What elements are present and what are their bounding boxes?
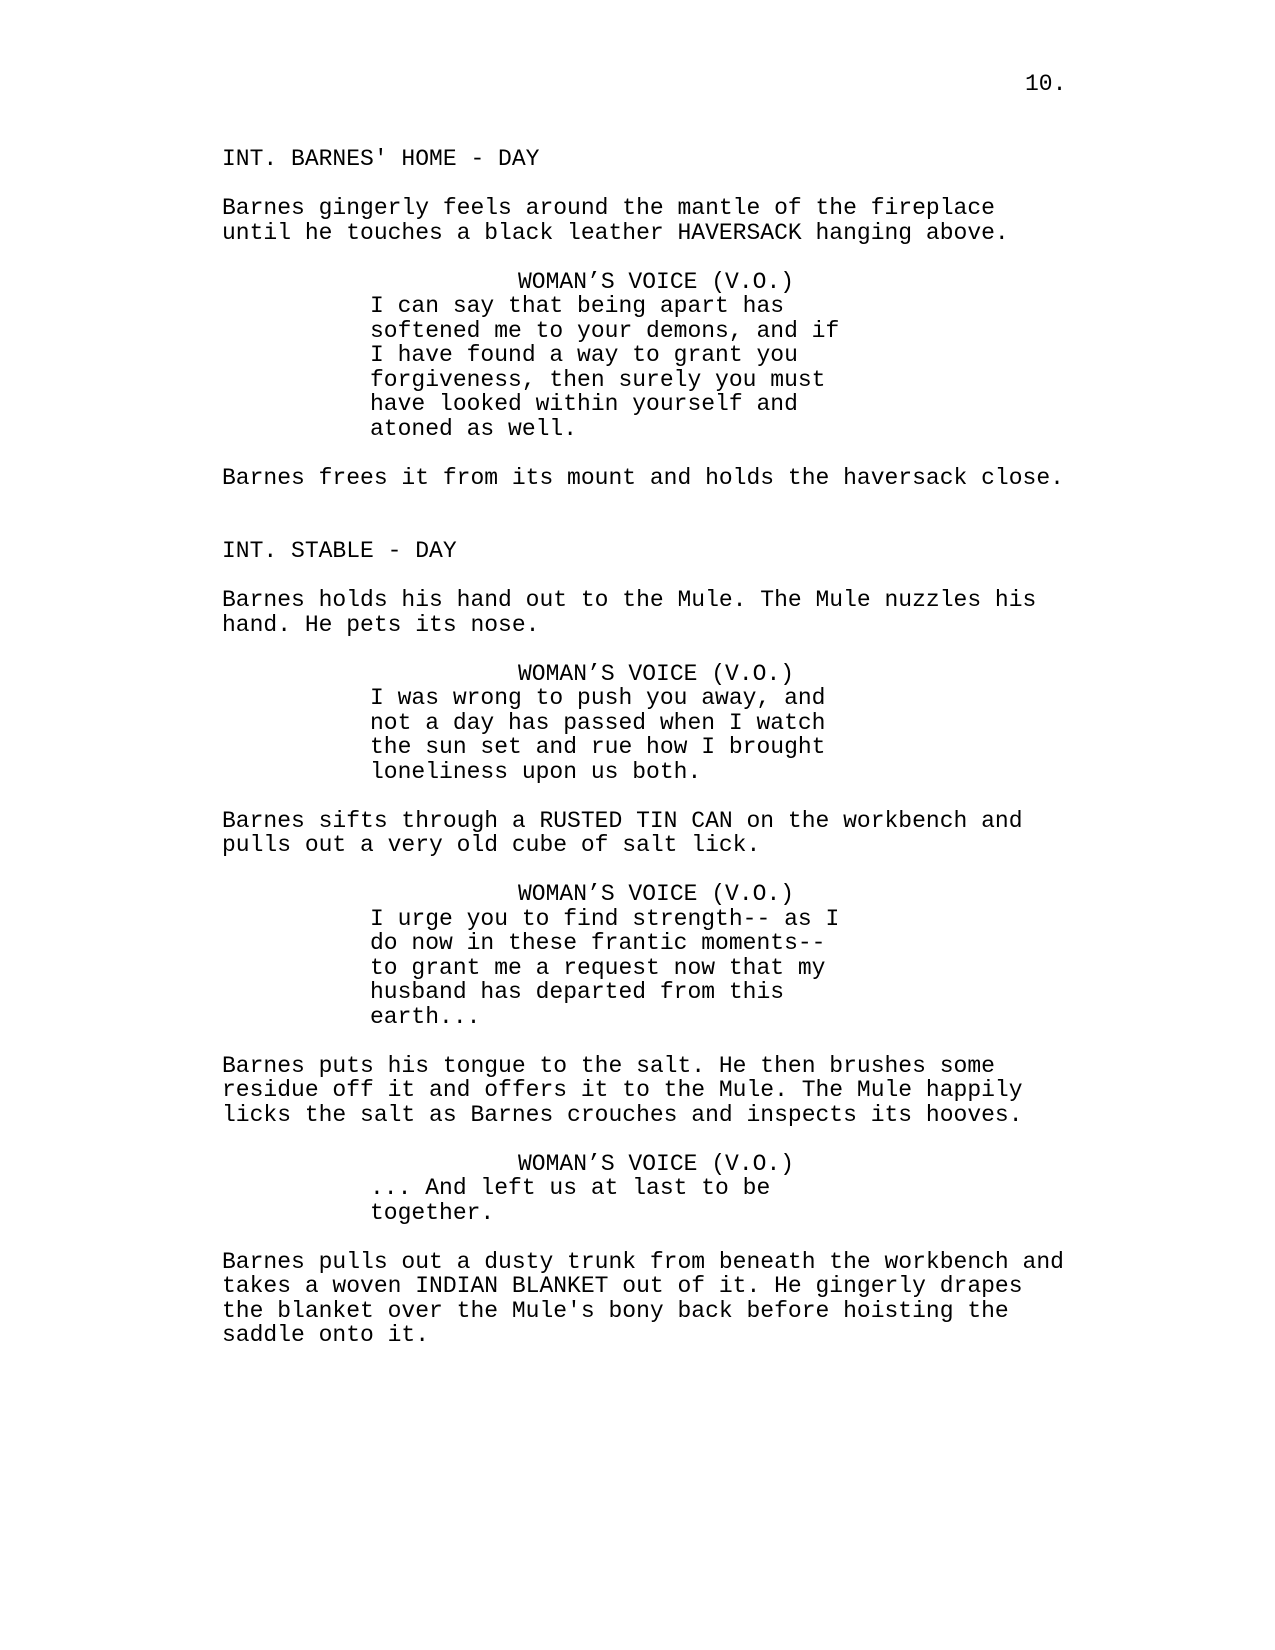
dialogue-block-line: husband has departed from this xyxy=(370,979,785,1005)
blank-line xyxy=(222,564,1122,589)
dialogue-block-line: to grant me a request now that my xyxy=(370,954,826,981)
action-paragraph xyxy=(222,1054,1122,1128)
character-cue-line: WOMAN’S VOICE (V.O.) xyxy=(518,881,795,907)
character-cue xyxy=(518,882,1122,907)
action-paragraph-line: Barnes frees it from its mount and holds the haversack close. xyxy=(222,464,1064,491)
dialogue-block-line: I have found a way to grant you xyxy=(370,342,798,368)
dialogue-block-line: not a day has passed when I watch xyxy=(370,709,826,736)
action-paragraph xyxy=(222,809,1122,858)
blank-line xyxy=(222,441,1122,466)
action-paragraph-line: pulls out a very old cube of salt lick. xyxy=(222,832,761,858)
page-number: 10. xyxy=(1025,71,1067,97)
blank-line xyxy=(222,172,1122,197)
dialogue-block-line: together. xyxy=(370,1199,495,1226)
action-paragraph xyxy=(222,1250,1122,1348)
action-paragraph-line: saddle onto it. xyxy=(222,1322,430,1348)
dialogue-block-line: earth... xyxy=(370,1003,481,1030)
blank-line xyxy=(222,784,1122,809)
action-paragraph-line: Barnes holds his hand out to the Mule. The Mule nuzzles his xyxy=(222,587,1037,613)
blank-line xyxy=(222,245,1122,270)
action-paragraph-line: the blanket over the Mule's bony back before hoisting the xyxy=(222,1297,1009,1324)
character-cue xyxy=(518,1152,1122,1177)
blank-line xyxy=(222,490,1122,515)
action-paragraph xyxy=(222,588,1122,637)
blank-line xyxy=(222,1225,1122,1250)
dialogue-block-line: ... And left us at last to be xyxy=(370,1175,771,1201)
scene-heading xyxy=(222,539,1122,564)
scene-heading-line: INT. BARNES' HOME - DAY xyxy=(222,146,540,172)
action-paragraph-line: until he touches a black leather HAVERSACK hanging above. xyxy=(222,219,1009,246)
scene-heading-line: INT. STABLE - DAY xyxy=(222,538,457,564)
dialogue-block-line: do now in these frantic moments-- xyxy=(370,930,826,956)
scene-heading xyxy=(222,147,1122,172)
dialogue-block xyxy=(370,686,1122,784)
script-content xyxy=(222,147,1122,1348)
action-paragraph-line: residue off it and offers it to the Mule. The Mule happily xyxy=(222,1077,1023,1103)
dialogue-block xyxy=(370,294,1122,441)
dialogue-block-line: forgiveness, then surely you must xyxy=(370,366,826,393)
character-cue xyxy=(518,662,1122,687)
character-cue xyxy=(518,270,1122,295)
dialogue-block-line: softened me to your demons, and if xyxy=(370,317,840,344)
blank-line xyxy=(222,1127,1122,1152)
dialogue-block-line: I urge you to find strength-- as I xyxy=(370,905,840,932)
character-cue-line: WOMAN’S VOICE (V.O.) xyxy=(518,660,795,687)
action-paragraph xyxy=(222,466,1122,491)
dialogue-block-line: atoned as well. xyxy=(370,415,578,442)
dialogue-block-line: loneliness upon us both. xyxy=(370,758,702,785)
character-cue-line: WOMAN’S VOICE (V.O.) xyxy=(518,268,795,295)
action-paragraph-line: Barnes gingerly feels around the mantle of the fireplace xyxy=(222,195,995,221)
action-paragraph-line: Barnes sifts through a RUSTED TIN CAN on the workbench and xyxy=(222,807,1023,834)
blank-line xyxy=(222,858,1122,883)
blank-line xyxy=(222,637,1122,662)
dialogue-block-line: I can say that being apart has xyxy=(370,293,785,319)
action-paragraph-line: takes a woven INDIAN BLANKET out of it. He gingerly drapes xyxy=(222,1273,1023,1299)
dialogue-block-line: the sun set and rue how I brought xyxy=(370,734,826,760)
action-paragraph-line: Barnes puts his tongue to the salt. He then brushes some xyxy=(222,1052,995,1079)
blank-line xyxy=(222,1029,1122,1054)
character-cue-line: WOMAN’S VOICE (V.O.) xyxy=(518,1150,795,1177)
dialogue-block-line: I was wrong to push you away, and xyxy=(370,685,826,711)
action-paragraph xyxy=(222,196,1122,245)
action-paragraph-line: Barnes pulls out a dusty trunk from beneath the workbench and xyxy=(222,1248,1064,1275)
action-paragraph-line: hand. He pets its nose. xyxy=(222,611,540,638)
dialogue-block xyxy=(370,907,1122,1030)
action-paragraph-line: licks the salt as Barnes crouches and inspects its hooves. xyxy=(222,1101,1023,1128)
dialogue-block-line: have looked within yourself and xyxy=(370,391,798,417)
dialogue-block xyxy=(370,1176,1122,1225)
blank-line xyxy=(222,515,1122,540)
